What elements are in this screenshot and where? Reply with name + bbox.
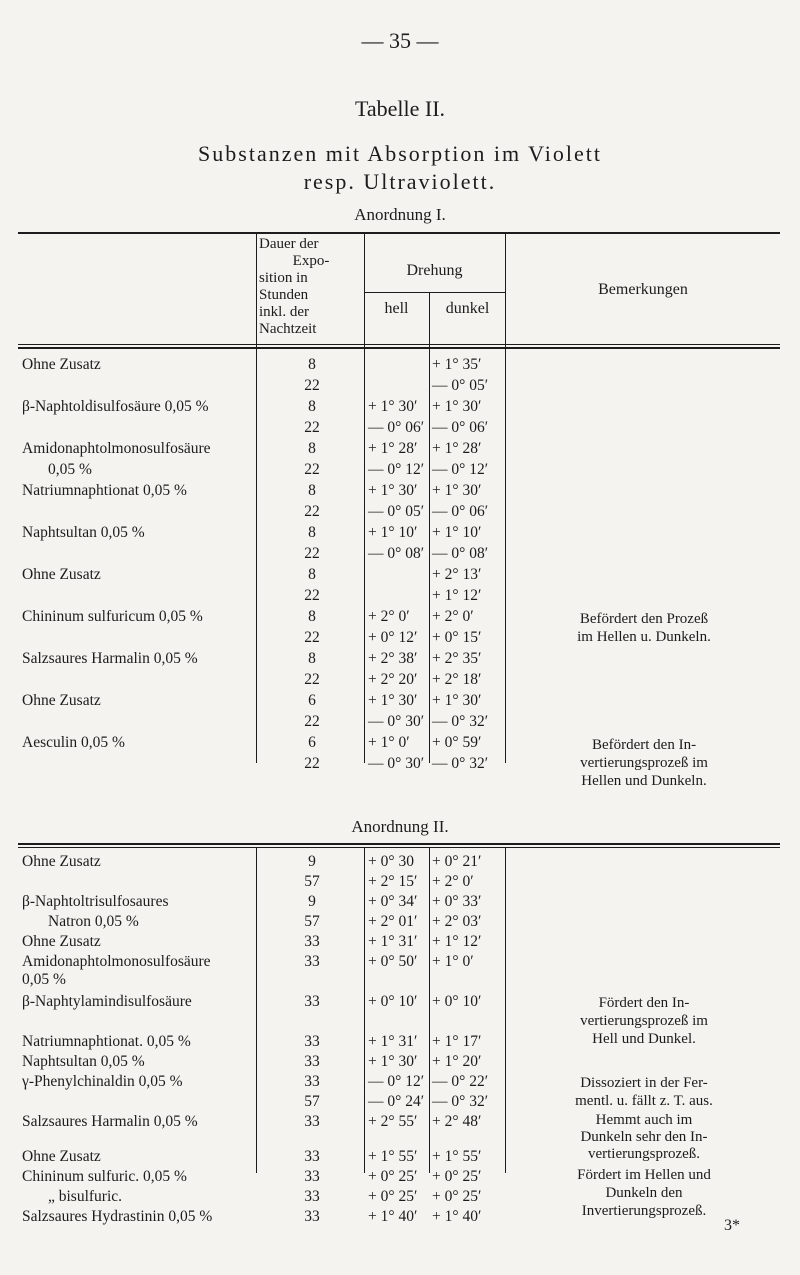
substance-cell: γ-Phenylchinaldin 0,05 % bbox=[22, 1073, 183, 1090]
rotation-dark-cell: + 2° 13′ bbox=[432, 566, 482, 583]
rotation-dark-cell: + 1° 17′ bbox=[432, 1033, 482, 1050]
rotation-dark-cell: + 1° 30′ bbox=[432, 398, 482, 415]
table-row bbox=[0, 503, 800, 524]
table-row bbox=[0, 566, 800, 587]
remark-line: Dunkeln den bbox=[605, 1185, 683, 1201]
substance-cell: Chininum sulfuricum 0,05 % bbox=[22, 608, 203, 625]
remark-line: mentl. u. fällt z. T. aus. bbox=[575, 1093, 713, 1109]
substance-cell: β-Naphtylamindisulfosäure bbox=[22, 993, 192, 1010]
duration-cell: 8 bbox=[308, 440, 316, 457]
section-2-rule-1 bbox=[18, 843, 780, 845]
rotation-dark-cell: + 0° 25′ bbox=[432, 1168, 482, 1185]
rotation-dark-cell: — 0° 08′ bbox=[432, 545, 489, 562]
substance-cell: Ohne Zusatz bbox=[22, 1148, 101, 1165]
rotation-light-cell: + 1° 0′ bbox=[368, 734, 410, 751]
substance-cell: Chininum sulfuric. 0,05 % bbox=[22, 1168, 187, 1185]
header-dark: dunkel bbox=[445, 300, 490, 317]
rotation-dark-cell: + 2° 0′ bbox=[432, 608, 474, 625]
header-duration-line: Stunden bbox=[259, 287, 309, 303]
duration-cell: 22 bbox=[304, 629, 320, 646]
rotation-light-cell: + 2° 0′ bbox=[368, 608, 410, 625]
remark-line: Dunkeln sehr den In- bbox=[580, 1129, 708, 1145]
rotation-light-cell: + 1° 40′ bbox=[368, 1208, 418, 1225]
rotation-light-cell: + 0° 50′ bbox=[368, 953, 418, 970]
rotation-dark-cell: — 0° 32′ bbox=[432, 713, 489, 730]
signature-mark: 3* bbox=[724, 1217, 740, 1234]
table-subtitle bbox=[0, 140, 800, 196]
rotation-light-cell: + 0° 34′ bbox=[368, 893, 418, 910]
substance-cell: Amidonaphtolmonosulfosäure bbox=[22, 440, 211, 457]
table-row bbox=[0, 671, 800, 692]
duration-cell: 22 bbox=[304, 713, 320, 730]
remark-line: Hell und Dunkel. bbox=[592, 1031, 696, 1047]
rotation-light-cell: + 1° 30′ bbox=[368, 692, 418, 709]
header-bottom-rule-1 bbox=[18, 344, 780, 345]
remark-5 bbox=[508, 1112, 780, 1163]
duration-cell: 8 bbox=[308, 482, 316, 499]
rotation-light-cell: + 1° 55′ bbox=[368, 1148, 418, 1165]
rotation-dark-cell: + 0° 33′ bbox=[432, 893, 482, 910]
duration-cell: 22 bbox=[304, 503, 320, 520]
rotation-dark-cell: + 0° 15′ bbox=[432, 629, 482, 646]
rotation-dark-cell: + 2° 35′ bbox=[432, 650, 482, 667]
duration-cell: 9 bbox=[308, 853, 316, 870]
remark-3 bbox=[508, 994, 780, 1048]
rotation-dark-cell: + 1° 28′ bbox=[432, 440, 482, 457]
substance-cell: „ bisulfuric. bbox=[48, 1188, 123, 1205]
substance-cell: Aesculin 0,05 % bbox=[22, 734, 125, 751]
remark-line: vertierungsprozeß im bbox=[580, 755, 708, 771]
rotation-dark-cell: + 1° 30′ bbox=[432, 692, 482, 709]
rotation-dark-cell: — 0° 05′ bbox=[432, 377, 489, 394]
duration-cell: 33 bbox=[304, 1033, 320, 1050]
duration-cell: 33 bbox=[304, 1208, 320, 1225]
table-row bbox=[0, 482, 800, 503]
rotation-dark-cell: — 0° 06′ bbox=[432, 419, 489, 436]
section-1-title: Anordnung I. bbox=[354, 205, 446, 224]
duration-cell: 33 bbox=[304, 1113, 320, 1130]
rotation-dark-cell: + 0° 59′ bbox=[432, 734, 482, 751]
substance-cell: Salzsaures Harmalin 0,05 % bbox=[22, 650, 198, 667]
duration-cell: 33 bbox=[304, 1148, 320, 1165]
header-duration-line: sition in bbox=[259, 270, 308, 286]
table-row bbox=[0, 545, 800, 566]
substance-cell: Ohne Zusatz bbox=[22, 692, 101, 709]
rotation-dark-cell: + 1° 0′ bbox=[432, 953, 474, 970]
substance-cell: Naphtsultan 0,05 % bbox=[22, 1053, 145, 1070]
remark-4 bbox=[508, 1074, 780, 1110]
header-duration bbox=[259, 236, 363, 338]
remark-line: Invertierungsprozeß. bbox=[581, 1203, 707, 1219]
duration-cell: 57 bbox=[304, 873, 320, 890]
rotation-light-cell: + 0° 12′ bbox=[368, 629, 418, 646]
duration-cell: 8 bbox=[308, 524, 316, 541]
remark-line: Hemmt auch im bbox=[595, 1112, 693, 1128]
table-title: Tabelle II. bbox=[354, 96, 446, 121]
duration-cell: 9 bbox=[308, 893, 316, 910]
duration-cell: 8 bbox=[308, 650, 316, 667]
table-row bbox=[0, 1053, 800, 1074]
duration-cell: 57 bbox=[304, 1093, 320, 1110]
header-bottom-rule-2 bbox=[18, 347, 780, 349]
duration-cell: 33 bbox=[304, 1053, 320, 1070]
table-row bbox=[0, 377, 800, 398]
substance-cell: Salzsaures Hydrastinin 0,05 % bbox=[22, 1208, 213, 1225]
remark-1 bbox=[508, 610, 780, 646]
table-row bbox=[0, 524, 800, 545]
rotation-dark-cell: + 1° 12′ bbox=[432, 933, 482, 950]
remark-line: vertierungsprozeß im bbox=[580, 1013, 708, 1029]
rotation-light-cell: + 2° 55′ bbox=[368, 1113, 418, 1130]
header-light: hell bbox=[384, 300, 409, 317]
subtitle-line-1: Substanzen mit Absorption im Violett bbox=[198, 141, 602, 166]
rotation-dark-cell: + 1° 20′ bbox=[432, 1053, 482, 1070]
substance-cell: Natriumnaphtionat 0,05 % bbox=[22, 482, 187, 499]
rotation-dark-cell: — 0° 32′ bbox=[432, 755, 489, 772]
duration-cell: 8 bbox=[308, 566, 316, 583]
duration-cell: 22 bbox=[304, 587, 320, 604]
table-row bbox=[0, 713, 800, 734]
duration-cell: 8 bbox=[308, 356, 316, 373]
substance-cell: 0,05 % bbox=[22, 971, 66, 988]
substance-cell: Amidonaphtolmonosulfosäure bbox=[22, 953, 211, 970]
rotation-dark-cell: + 1° 55′ bbox=[432, 1148, 482, 1165]
header-rotation: Drehung bbox=[406, 262, 463, 279]
rotation-light-cell: — 0° 30′ bbox=[368, 713, 425, 730]
remark-line: Fördert im Hellen und bbox=[577, 1167, 711, 1183]
duration-cell: 22 bbox=[304, 461, 320, 478]
table-row bbox=[0, 419, 800, 440]
substance-cell: β-Naphtoldisulfosäure 0,05 % bbox=[22, 398, 209, 415]
rotation-light-cell: + 1° 31′ bbox=[368, 933, 418, 950]
rotation-light-cell: + 1° 30′ bbox=[368, 482, 418, 499]
header-top-rule bbox=[18, 232, 780, 234]
duration-cell: 33 bbox=[304, 1073, 320, 1090]
duration-cell: 22 bbox=[304, 377, 320, 394]
duration-cell: 57 bbox=[304, 913, 320, 930]
rotation-dark-cell: + 1° 12′ bbox=[432, 587, 482, 604]
rotation-light-cell: + 0° 25′ bbox=[368, 1188, 418, 1205]
table-row bbox=[0, 913, 800, 934]
duration-cell: 22 bbox=[304, 545, 320, 562]
remark-line: im Hellen u. Dunkeln. bbox=[577, 629, 711, 645]
substance-cell: Natriumnaphtionat. 0,05 % bbox=[22, 1033, 191, 1050]
rotation-light-cell: — 0° 05′ bbox=[368, 503, 425, 520]
substance-cell: Natron 0,05 % bbox=[48, 913, 139, 930]
duration-cell: 6 bbox=[308, 734, 316, 751]
table-row bbox=[0, 398, 800, 419]
rotation-light-cell: — 0° 06′ bbox=[368, 419, 425, 436]
section-2-title: Anordnung II. bbox=[351, 817, 449, 836]
duration-cell: 33 bbox=[304, 1188, 320, 1205]
rotation-dark-cell: + 2° 18′ bbox=[432, 671, 482, 688]
rotation-dark-cell: + 2° 48′ bbox=[432, 1113, 482, 1130]
rotation-light-cell: + 2° 01′ bbox=[368, 913, 418, 930]
rotation-light-cell: + 1° 28′ bbox=[368, 440, 418, 457]
rotation-dark-cell: + 2° 0′ bbox=[432, 873, 474, 890]
rotation-light-cell: + 0° 30 bbox=[368, 853, 414, 870]
table-row bbox=[0, 461, 800, 482]
rotation-light-cell: — 0° 12′ bbox=[368, 1073, 425, 1090]
rotation-dark-cell: + 1° 35′ bbox=[432, 356, 482, 373]
table-row bbox=[0, 587, 800, 608]
rotation-light-cell: + 2° 15′ bbox=[368, 873, 418, 890]
page-number: — 35 — bbox=[361, 28, 439, 53]
rotation-dark-cell: + 1° 10′ bbox=[432, 524, 482, 541]
substance-cell: Ohne Zusatz bbox=[22, 356, 101, 373]
rotation-light-cell: — 0° 30′ bbox=[368, 755, 425, 772]
substance-cell: Ohne Zusatz bbox=[22, 566, 101, 583]
table-row bbox=[0, 356, 800, 377]
rotation-dark-cell: + 2° 03′ bbox=[432, 913, 482, 930]
rotation-dark-cell: — 0° 22′ bbox=[432, 1073, 489, 1090]
rotation-light-cell: + 2° 20′ bbox=[368, 671, 418, 688]
remark-line: Hellen und Dunkeln. bbox=[581, 773, 707, 789]
rotation-dark-cell: + 0° 25′ bbox=[432, 1188, 482, 1205]
header-remarks: Bemerkungen bbox=[598, 281, 688, 298]
header-duration-line: Expo- bbox=[292, 253, 330, 269]
remark-line: vertierungsprozeß. bbox=[587, 1146, 701, 1162]
rotation-light-cell: + 1° 30′ bbox=[368, 1053, 418, 1070]
header-duration-line: Nachtzeit bbox=[259, 321, 317, 337]
rotation-light-cell: + 2° 38′ bbox=[368, 650, 418, 667]
duration-cell: 6 bbox=[308, 692, 316, 709]
rotation-light-cell: + 0° 25′ bbox=[368, 1168, 418, 1185]
table-row bbox=[0, 692, 800, 713]
rotation-subheader-rule bbox=[364, 292, 505, 293]
rotation-dark-cell: + 1° 40′ bbox=[432, 1208, 482, 1225]
substance-cell: β-Naphtoltrisulfosaures bbox=[22, 893, 169, 910]
rotation-dark-cell: + 0° 10′ bbox=[432, 993, 482, 1010]
table-row bbox=[0, 873, 800, 894]
section-2-rule-2 bbox=[18, 847, 780, 848]
rotation-light-cell: + 0° 10′ bbox=[368, 993, 418, 1010]
remark-line: Dissoziert in der Fer- bbox=[580, 1075, 708, 1091]
duration-cell: 33 bbox=[304, 1168, 320, 1185]
table-row bbox=[0, 440, 800, 461]
table-row bbox=[0, 650, 800, 671]
rotation-dark-cell: + 0° 21′ bbox=[432, 853, 482, 870]
rotation-dark-cell: — 0° 06′ bbox=[432, 503, 489, 520]
rotation-dark-cell: + 1° 30′ bbox=[432, 482, 482, 499]
header-duration-line: inkl. der bbox=[259, 304, 309, 320]
duration-cell: 22 bbox=[304, 671, 320, 688]
remark-line: Befördert den In- bbox=[591, 737, 697, 753]
table-row bbox=[0, 971, 800, 992]
duration-cell: 22 bbox=[304, 419, 320, 436]
duration-cell: 33 bbox=[304, 953, 320, 970]
substance-cell: Salzsaures Harmalin 0,05 % bbox=[22, 1113, 198, 1130]
duration-cell: 33 bbox=[304, 933, 320, 950]
rotation-light-cell: — 0° 24′ bbox=[368, 1093, 425, 1110]
duration-cell: 33 bbox=[304, 993, 320, 1010]
rotation-light-cell: + 1° 10′ bbox=[368, 524, 418, 541]
substance-cell: Ohne Zusatz bbox=[22, 853, 101, 870]
duration-cell: 8 bbox=[308, 608, 316, 625]
duration-cell: 8 bbox=[308, 398, 316, 415]
rotation-light-cell: + 1° 30′ bbox=[368, 398, 418, 415]
subtitle-line-2: resp. Ultraviolett. bbox=[303, 169, 497, 194]
remark-line: Befördert den Prozeß bbox=[579, 611, 709, 627]
table-row bbox=[0, 853, 800, 874]
rotation-light-cell: — 0° 08′ bbox=[368, 545, 425, 562]
table-row bbox=[0, 893, 800, 914]
remark-2 bbox=[508, 736, 780, 790]
rotation-dark-cell: — 0° 32′ bbox=[432, 1093, 489, 1110]
table-row bbox=[0, 933, 800, 954]
substance-cell: 0,05 % bbox=[48, 461, 92, 478]
substance-cell: Naphtsultan 0,05 % bbox=[22, 524, 145, 541]
remark-6 bbox=[508, 1166, 780, 1220]
header-duration-line: Dauer der bbox=[259, 236, 319, 252]
rotation-light-cell: + 1° 31′ bbox=[368, 1033, 418, 1050]
duration-cell: 22 bbox=[304, 755, 320, 772]
rotation-light-cell: — 0° 12′ bbox=[368, 461, 425, 478]
substance-cell: Ohne Zusatz bbox=[22, 933, 101, 950]
rotation-dark-cell: — 0° 12′ bbox=[432, 461, 489, 478]
remark-line: Fördert den In- bbox=[598, 995, 690, 1011]
